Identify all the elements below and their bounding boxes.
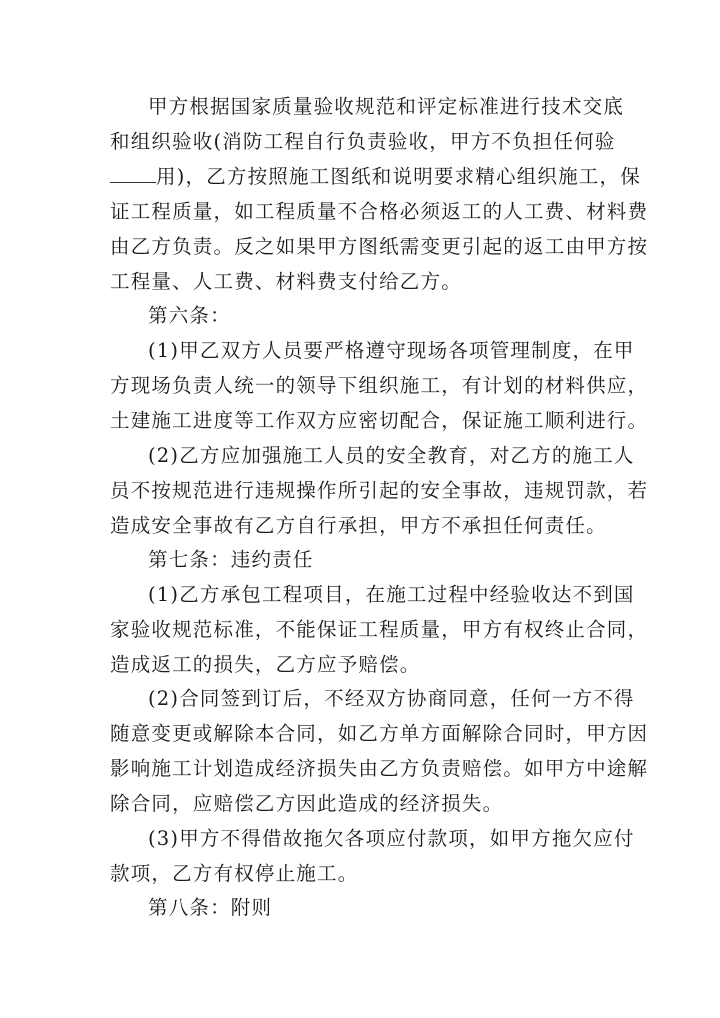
article6-item1-line-2: 方现场负责人统一的领导下组织施工，有计划的材料供应，: [110, 374, 649, 397]
article7-item2-line-3: 影响施工计划造成经济损失由乙方负责赔偿。如甲方中途解: [110, 757, 649, 780]
article6-heading: 第六条：: [148, 304, 231, 327]
intro-line-2: 和组织验收(消防工程自行负责验收，甲方不负担任何验: [110, 130, 616, 153]
article7-item2-line-1: (2)合同签到订后，不经双方协商同意，任何一方不得: [148, 687, 635, 710]
intro-line-3: 用)，乙方按照施工图纸和说明要求精心组织施工，保: [156, 165, 641, 188]
article7-item3-line-1: (3)甲方不得借故拖欠各项应付款项，如甲方拖欠应付: [148, 827, 635, 850]
article7-item1-line-2: 家验收规范标准，不能保证工程质量，甲方有权终止合同，: [110, 618, 649, 641]
fill-in-blank: [110, 164, 156, 183]
article6-item1-line-1: (1)甲乙双方人员要严格遵守现场各项管理制度，在甲: [148, 339, 635, 362]
article6-item2-line-1: (2)乙方应加强施工人员的安全教育，对乙方的施工人: [148, 444, 635, 467]
intro-line-6: 工程量、人工费、材料费支付给乙方。: [110, 270, 462, 293]
intro-line-1: 甲方根据国家质量验收规范和评定标准进行技术交底: [148, 95, 625, 118]
article7-item2-line-4: 除合同，应赔偿乙方因此造成的经济损失。: [110, 792, 504, 815]
article7-item1-line-1: (1)乙方承包工程项目，在施工过程中经验收达不到国: [148, 583, 635, 606]
intro-line-4: 证工程质量，如工程质量不合格必须返工的人工费、材料费: [110, 200, 649, 223]
article6-item2-line-2: 员不按规范进行违规操作所引起的安全事故，违规罚款，若: [110, 479, 649, 502]
article6-item1-line-3: 土建施工进度等工作双方应密切配合，保证施工顺利进行。: [110, 409, 649, 432]
intro-line-3-wrap: [110, 164, 641, 190]
article7-item3-line-2: 款项，乙方有权停止施工。: [110, 862, 359, 885]
article7-item1-line-3: 造成返工的损失，乙方应予赔偿。: [110, 653, 421, 676]
article7-item2-line-2: 随意变更或解除本合同，如乙方单方面解除合同时，甲方因: [110, 722, 649, 745]
article7-heading: 第七条：违约责任: [148, 548, 314, 571]
article6-item2-line-3: 造成安全事故有乙方自行承担，甲方不承担任何责任。: [110, 514, 607, 537]
intro-line-5: 由乙方负责。反之如果甲方图纸需变更引起的返工由甲方按: [110, 235, 649, 258]
article8-heading: 第八条：附则: [148, 896, 273, 919]
